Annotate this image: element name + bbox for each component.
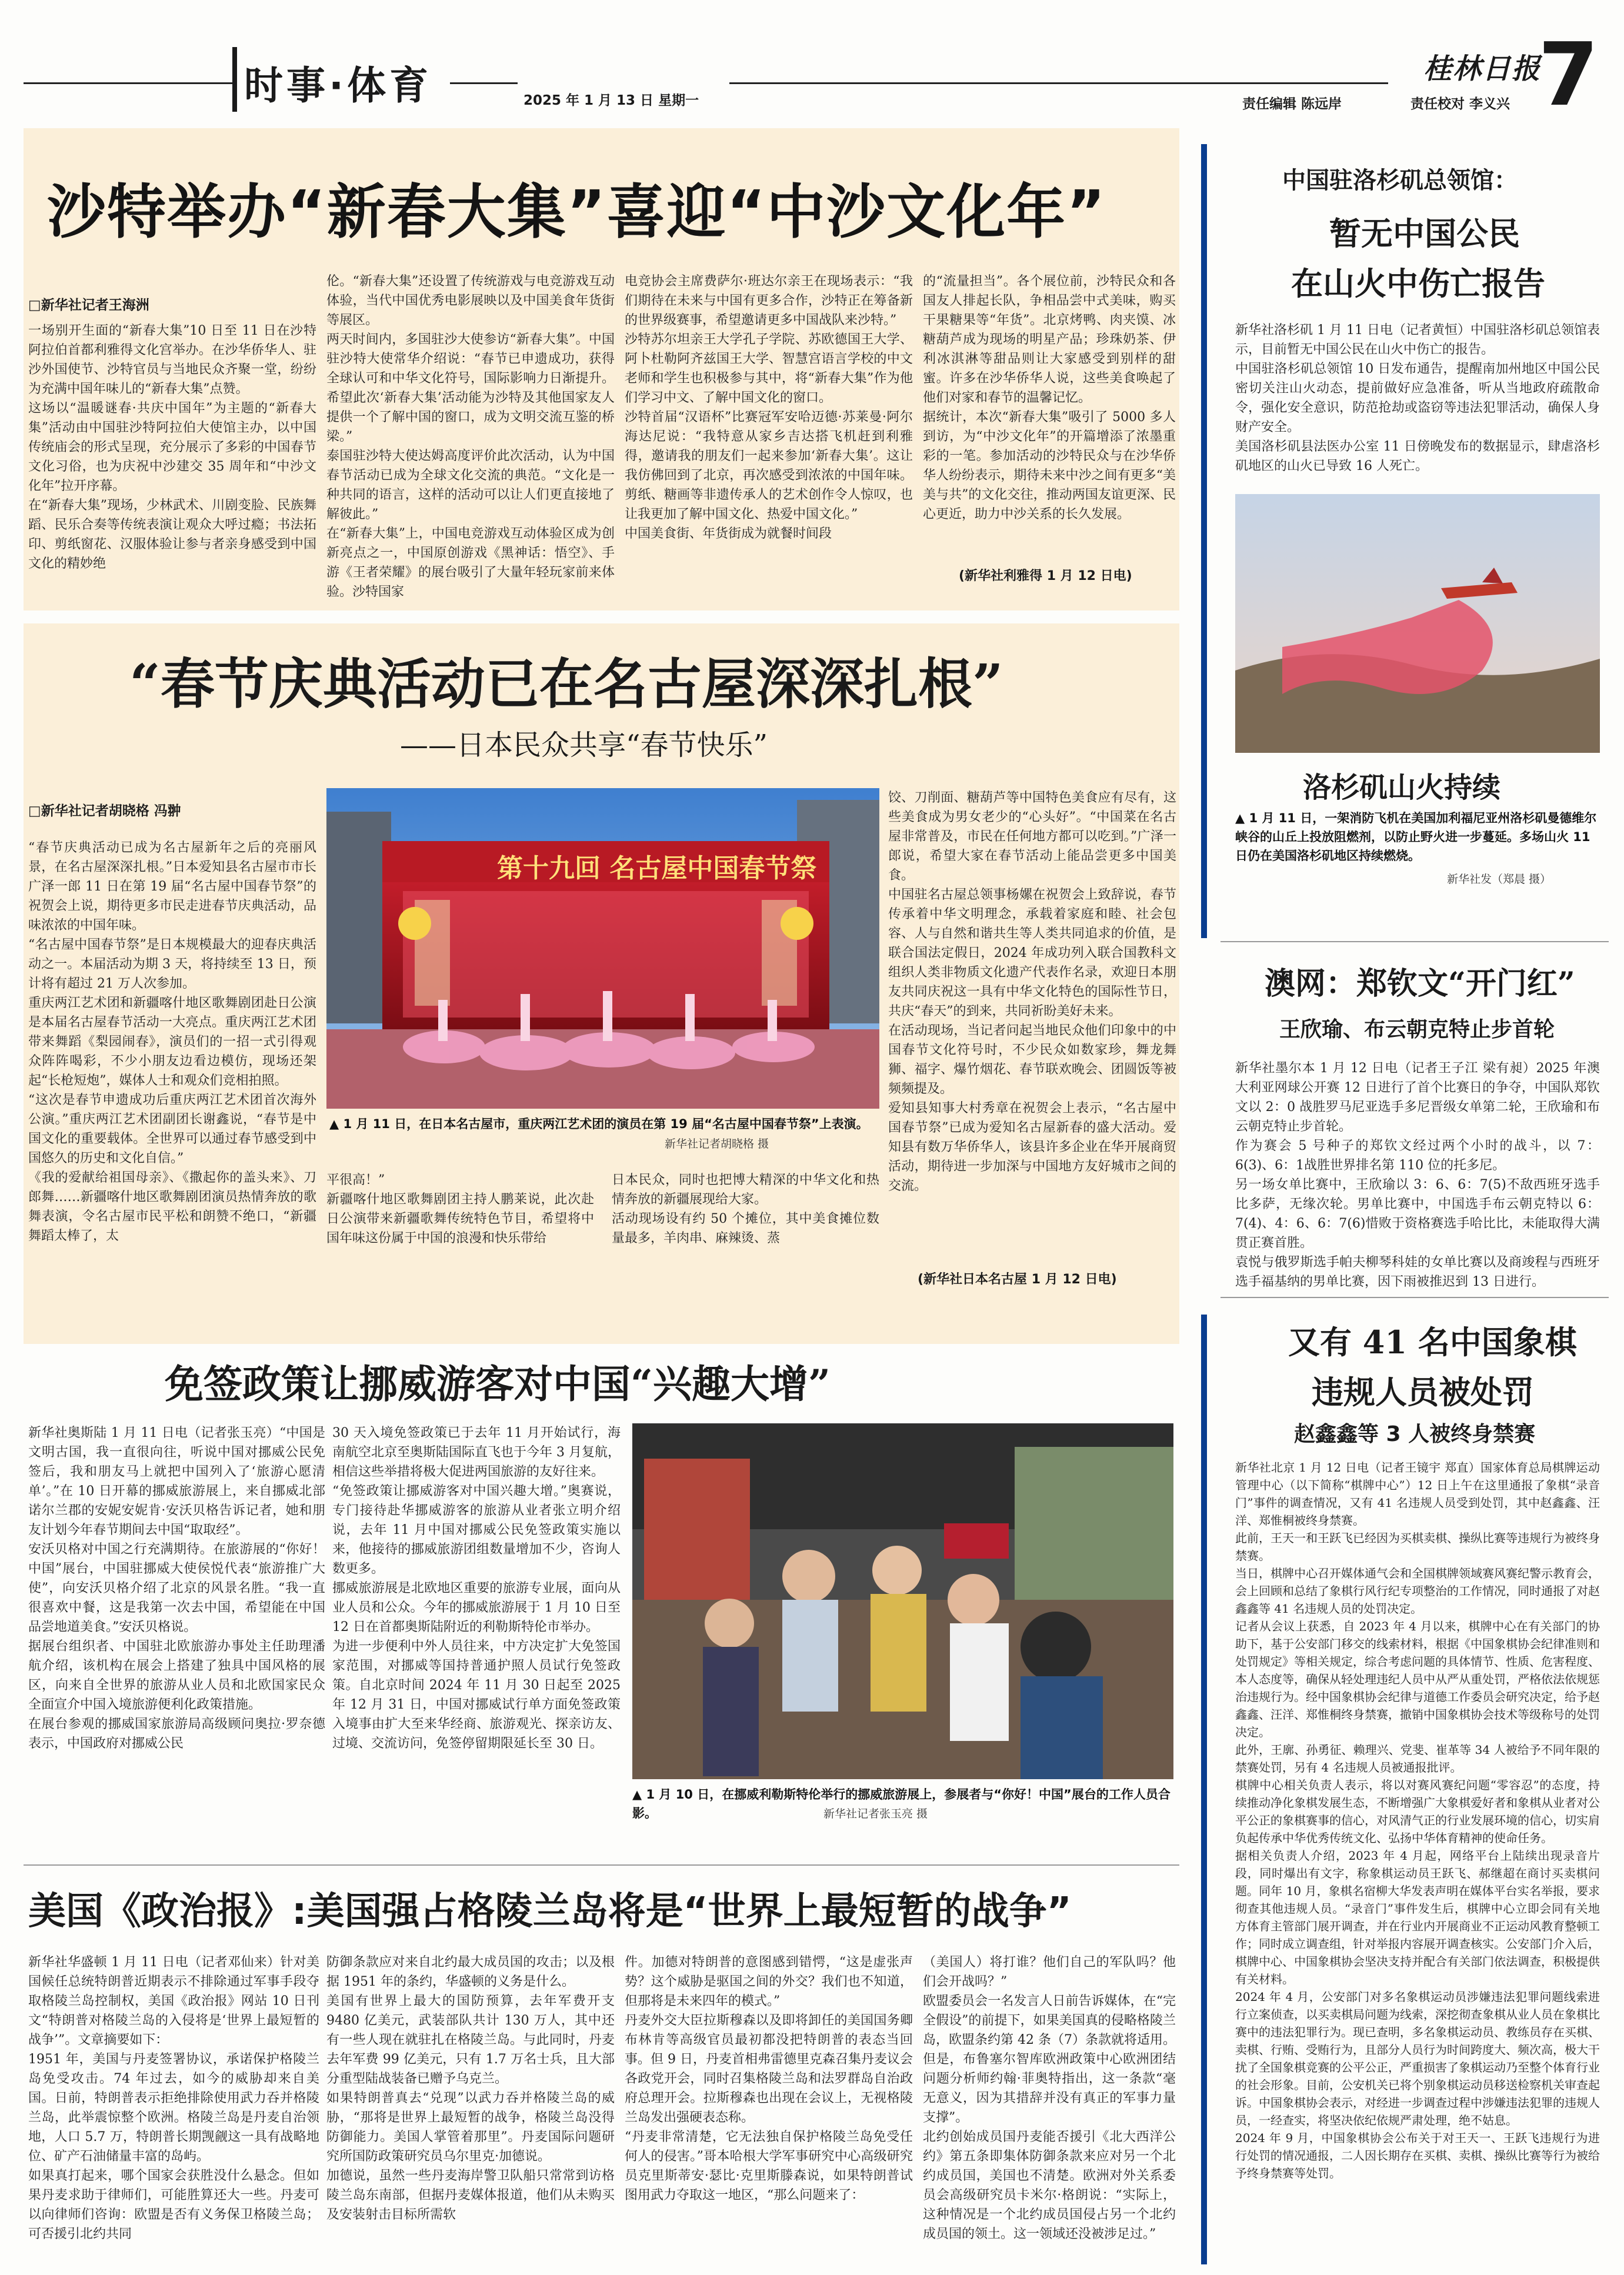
divider-right-2 xyxy=(1220,1297,1609,1298)
la-headline-line1: 暂无中国公民 xyxy=(1329,215,1520,252)
xiangqi-body: 新华社北京 1 月 12 日电（记者王镜宇 郑直）国家体育总局棋牌运动管理中心（以下简称“棋牌中心”）12 日上午在这里通报了象棋“录音门”事件的调查情况，又有 41 名违规人员受到处罚，其中赵鑫鑫、汪洋、郑惟桐被终身禁赛。 此前，王天一和王跃飞已经因为买棋卖棋、操纵比赛等违规行为被终身禁赛。 当日，棋牌中心召开媒体通气会和全国棋牌领域赛风赛纪警示教育会，会上回顾和总结了象棋行风行纪专项整治的工作情况，同时通报了对赵鑫鑫等 41 名违规人员的处罚决定。 记者从会议上获悉，自 2023 年 4 月以来，棋牌中心在有关部门的协助下，基于公安部门移交的线索材料，根据《中国象棋协会纪律准则和处罚规定》等相关规定，综合考虑问题的具体情节、性质、危害程度、本人态度等，确保从轻处理违纪人员中从严从重处罚，严格依法依规惩治违规行为。经中国象棋协会纪律与道德工作委员会研究决定，给予赵鑫鑫、汪洋、郑惟桐终身禁赛，撤销中国象棋协会技术等级称号的处罚决定。 此外，王廓、孙勇征、赖理兴、党斐、崔革等 34 人被给予不同年限的禁赛处罚，另有 4 名违规人员被通报批评。 棋牌中心相关负责人表示，将以对赛风赛纪问题“零容忍”的态度，持续推动净化象棋发展生态，不断增强广大象棋爱好者和象棋从业者对公平公正的象棋赛事的信心，对风清气正的行业发展环境的信心，切实肩负起传承中华优秀传统文化、弘扬中华体育精神的使命任务。 据相关负责人介绍，2023 年 4 月起，网络平台上陆续出现录音片段，同时爆出有文字，称象棋运动员王跃飞、郝继超在商讨买卖棋问题。同年 10 月，象棋名宿柳大华发表声明在媒体平台实名举报，要求彻查其他违规人员。“录音门”事件发生后，棋牌中心立即会同有关地方体育主管部门展开调查，并在行业内开展商业不正运动风教育整顿工作；同时成立调查组，针对举报内容展开调查核实。公安部门介入后，棋牌中心、中国象棋协会坚决支持并配合有关部门依法调查，积极提供有关材料。 2024 年 4 月，公安部门对多名象棋运动员涉嫌违法犯罪问题线索进行立案侦查，以买卖棋局问题为线索，深挖彻查象棋从业人员在象棋比赛中的违法犯罪行为。现已查明，多名象棋运动员、教练员存在买棋、卖棋、行贿、受贿行为，且部分人员行为时间跨度大、频次高，极大干扰了全国象棋竞赛的公平公正，严重损害了象棋运动乃至整个体育行业的社会形象。目前，公安机关已将个别象棋运动员移送检察机关审查起诉。中国象棋协会表示，对经进一步调查过程中涉嫌违法犯罪的违规人员，一经查实，将坚决依纪依规严肃处理，绝不姑息。 2024 年 9 月，中国象棋协会公布关于对王天一、王跃飞违规行为进行处罚的情况通报，二人因长期存在买棋、卖棋、操纵比赛等行为被给予终身禁赛等处罚。 xyxy=(1235,1460,1600,2180)
xiangqi-subhead: 赵鑫鑫等 3 人被终身禁赛 xyxy=(1294,1422,1536,1446)
norway-expo-photo xyxy=(632,1423,1173,1779)
la-photo-caption: ▲ 1 月 11 日，一架消防飞机在美国加利福尼亚州洛杉矶曼德维尔峡谷的山丘上投放阻燃剂，以防止野火进一步蔓延。多场山火 11 日仍在美国洛杉矶地区持续燃烧。 xyxy=(1235,811,1597,863)
la-body: 新华社洛杉矶 1 月 11 日电（记者黄恒）中国驻洛杉矶总领馆表示，目前暂无中国公民在山火中伤亡的报告。 中国驻洛杉矶总领馆 10 日发布通告，提醒南加州地区中国公民密切关注山火动态，提前做好应急准备，听从当地政府疏散命令，强化安全意识，防范抢劫或盗窃等违法犯罪活动，确保人身财产安全。 美国洛杉矶县法医办公室 11 日傍晚发布的数据显示，肆虐洛杉矶地区的山火已导致 16 人死亡。 xyxy=(1235,323,1600,473)
section-title: 时事·体育 xyxy=(244,63,432,108)
nagoya-stage-photo xyxy=(326,788,879,1109)
la-kicker: 中国驻洛杉矶总领馆： xyxy=(1282,167,1518,194)
article-greenland-col2: 防御条款应对来自北约最大成员国的攻击；以及根据 1951 年的条约，华盛顿的义务是什么。 美国有世界上最大的国防预算，去年军费开支 9480 亿美元，武装部队共计 130 万人，其中还有一些人现在就驻扎在格陵兰岛。与此同时，丹麦去年军费 99 亿美元，只有 1.7 万名士兵，且大部分重型陆战装备已赠予乌克兰。 如果特朗普真去“兑现”以武力吞并格陵兰岛的威胁，“那将是世界上最短暂的战争，格陵兰岛没得防御能力。美国人掌管着那里”。丹麦国际问题研究所国防政策研究员乌尔里克·加德说。 加德说，虽然一些丹麦海岸警卫队船只常常到访格陵兰岛东南部，但据丹麦媒体报道，他们从未购买及安装射击目标所需软 xyxy=(326,1955,615,2222)
article-nagoya-byline: □新华社记者胡晓格 冯翀 xyxy=(28,803,181,819)
divider-above-greenland xyxy=(24,1864,1179,1866)
nagoya-photo-credit: 新华社记者胡晓格 摄 xyxy=(665,1138,769,1150)
article-nagoya-col2: 平很高！” 新疆喀什地区歌舞剧团主持人鹏莱说，此次赴日公演带来新疆歌舞传统特色节目，希望将中国年味这份属于中国的浪漫和快乐带给 xyxy=(326,1173,594,1246)
article-nagoya-col1: “春节庆典活动已成为名古屋新年之后的亮丽风景，在名古屋深深扎根。”日本爱知县名古屋市市长广泽一郎 11 日在第 19 届“名古屋中国春节祭”的祝贺会上说，期待更多市民走进春节庆典活动，品味浓浓的中国年味。 “名古屋中国春节祭”是日本规模最大的迎春庆典活动之一。本届活动为期 3 天，将持续至 13 日，预计将有超过 21 万人次参加。 重庆两江艺术团和新疆喀什地区歌舞剧团赴日公演是本届名古屋春节活动一大亮点。重庆两江艺术团带来舞蹈《梨园闹春》，演员们的一招一式引得观众阵阵喝彩，不少小朋友边看边模仿，现场还架起“长枪短炮”，媒体人士和观众们竞相拍照。 “这次是春节申遗成功后重庆两江艺术团首次海外公演。”重庆两江艺术团副团长谢鑫说，“春节是中国文化的重要载体。全世界可以通过春节感受到中国悠久的历史和文化自信。” 《我的爱献给祖国母亲》、《撒起你的盖头来》、刀郎舞……新疆喀什地区歌舞剧团演员热情奔放的歌舞表演，令名古屋市民平松和朗赞不绝口，“新疆舞蹈太棒了，太 xyxy=(28,840,316,1243)
divider-right-1 xyxy=(1220,941,1609,942)
tennis-headline: 澳网：郑钦文“开门红” xyxy=(1265,966,1575,1002)
xiangqi-headline-line1: 又有 41 名中国象棋 xyxy=(1288,1323,1577,1361)
issue-date: 2025 年 1 月 13 日 星期一 xyxy=(523,93,699,108)
la-photo-title: 洛杉矶山火持续 xyxy=(1303,771,1501,804)
article-greenland-col1: 新华社华盛顿 1 月 11 日电（记者邓仙来）针对美国候任总统特朗普近期表示不排除通过军事手段夺取格陵兰岛控制权，美国《政治报》网站 10 日刊文“特朗普对格陵兰岛的入侵将是‘世界上最短暂的战争’”。文章摘要如下： 1951 年，美国与丹麦签署协议，承诺保护格陵兰岛免受攻击。74 年过去，如今的威胁却来自美国。日前，特朗普表示拒绝排除使用武力吞并格陵兰岛，此举震惊整个欧洲。格陵兰岛是丹麦自治领地，人口 5.7 万，特朗普长期觊觎这一具有战略地位、矿产石油储量丰富的岛屿。 如果真打起来，哪个国家会获胜没什么悬念。但如果丹麦求助于律师们，可能胜算还大一些。丹麦可以向律师们咨询：欧盟是否有义务保卫格陵兰岛；可否援引北约共同 xyxy=(28,1955,319,2241)
page-number: 7 xyxy=(1538,24,1599,125)
article-saudi-col2: 伦。“新春大集”还设置了传统游戏与电竞游戏互动体验，当代中国优秀电影展映以及中国美食年货街等展区。 两天时间内，多国驻沙大使参访“新春大集”。中国驻沙特大使常华介绍说：“春节已申遗成功，获得全球认可和中华文化符号，国际影响力日渐提升。希望此次‘新春大集’活动能为沙特及其他国家友人提供一个了解中国的窗口，成为文明交流互鉴的桥梁。” 泰国驻沙特大使达姆高度评价此次活动，认为中国春节活动已成为全球文化交流的典范。“文化是一种共同的语言，这样的活动可以让人们更直接地了解彼此。” 在“新春大集”上，中国电竞游戏互动体验区成为创新亮点之一，中国原创游戏《黑神话：悟空》、手游《王者荣耀》的展台吸引了大量年轻玩家前来体验。沙特国家 xyxy=(326,274,615,599)
article-greenland-col3: 件。加德对特朗普的意图感到错愕，“这是虚张声势？这个威胁是驱国之间的外交？我们也不知道，但那将是未来四年的模式。” 丹麦外交大臣拉斯穆森以及即将卸任的美国国务卿布林肯等高级官员最初都没把特朗普的表态当回事。但 9 日，丹麦首相弗雷德里克森召集丹麦议会各政党开会，同时召集格陵兰岛和法罗群岛自治政府总理开会。拉斯穆森也出现在会议上，无视格陵兰岛发出强硬表态称。 “丹麦非常清楚，它无法独自保护格陵兰岛免受任何人的侵害。”哥本哈根大学军事研究中心高级研究员克里斯蒂安·瑟比·克里斯滕森说，如果特朗普试图用武力夺取这一地区，“那么问题来了： xyxy=(625,1955,913,2203)
article-saudi-col1: 一场别开生面的“新春大集”10 日至 11 日在沙特阿拉伯首都利雅得文化宫举办。在沙华侨华人、驻沙外国使节、沙特官员与当地民众齐聚一堂，纷纷为充满中国年味儿的“新春大集”点赞。 这场以“温暖谜春·共庆中国年”为主题的“新春大集”活动由中国驻沙特阿拉伯大使馆主办，以中国传统庙会的形式呈现，充分展示了多彩的中国春节文化习俗，也为庆祝中沙建交 35 周年和“中沙文化年”拉开序幕。 在“新春大集”现场，少林武术、川剧变脸、民族舞蹈、民乐合奏等传统表演让观众大呼过瘾；书法拓印、剪纸窗花、汉服体验让参与者亲身感受到中国文化的精妙绝 xyxy=(28,323,316,571)
article-norway-col2: 30 天入境免签政策已于去年 11 月开始试行，海南航空北京至奥斯陆国际直飞也于今年 3 月复航，相信这些举措将极大促进两国旅游的友好往来。 “免签政策让挪威游客对中国兴趣大增。”奥赛说，专门接待赴华挪威游客的旅游从业者张立明介绍说，去年 11 月中国对挪威公民免签政策实施以来，他接待的挪威旅游团组数量增加不少，咨询人数更多。 挪威旅游展是北欧地区重要的旅游专业展，面向从业人员和公众。今年的挪威旅游展于 1 月 10 日至 12 日在首都奥斯陆附近的利勒斯特伦市举办。 为进一步便利中外人员往来，中方决定扩大免签国家范围，对挪威等国持普通护照人员试行免签政策。自北京时间 2024 年 11 月 30 日起至 2025 年 12 月 31 日，中国对挪威试行单方面免签政策入境事由扩大至来华经商、旅游观光、探亲访友、过境、交流访问，免签停留期限延长至 30 日。 xyxy=(332,1426,621,1751)
article-nagoya-subhead: ——日本民众共享“春节快乐” xyxy=(400,729,768,762)
tennis-subhead: 王欣瑜、布云朝克特止步首轮 xyxy=(1279,1018,1555,1042)
section-marker xyxy=(232,47,237,112)
xiangqi-headline-line2: 违规人员被处罚 xyxy=(1312,1373,1534,1411)
article-nagoya-col4: 饺、刀削面、糖葫芦等中国特色美食应有尽有，这些美食成为男女老少的“心头好”。“中国菜在名古屋非常普及，市民在任何地方都可以吃到。”广泽一郎说，希望大家在春节活动上能品尝更多中国美食。 中国驻名古屋总领事杨嫘在祝贺会上致辞说，春节传承着中华文明理念，承载着家庭和睦、社会包容、人与自然和谐共生等人类共同追求的价值，是联合国法定假日，2024 年成功列入联合国教科文组织人类非物质文化遗产代表作名录，欢迎日本朋友共同庆祝这一具有中华文化特色的国际性节日，共庆“春天”的到来，共同祈盼美好未来。 在活动现场，当记者问起当地民众他们印象中的中国春节文化符号时，不少民众如数家珍，舞龙舞狮、福字、爆竹烟花、春节联欢晚会、团圆饭等被频频提及。 爱知县知事大村秀章在祝贺会上表示，“名古屋中国春节祭”已成为爱知名古屋新春的盛大活动。爱知县有数万华侨华人，该县许多企业在华开展商贸活动，期待进一步加深与中国地方友好城市之间的交流。 xyxy=(888,790,1176,1193)
nagoya-banner-text: 第十九回 名古屋中国春节祭 xyxy=(497,853,817,883)
article-saudi-byline: □新华社记者王海洲 xyxy=(28,298,149,313)
nagoya-photo-caption: ▲ 1 月 11 日，在日本名古屋市，重庆两江艺术团的演员在第 19 届“名古屋中国春节祭”上表演。 xyxy=(329,1117,869,1131)
masthead-mid-rule xyxy=(450,82,518,84)
article-greenland-headline: 美国《政治报》:美国强占格陵兰岛将是“世界上最短暂的战争” xyxy=(28,1890,1072,1933)
article-nagoya-headline: “春节庆典活动已在名古屋深深扎根” xyxy=(129,652,1003,716)
right-accent-bar-top xyxy=(1201,144,1207,938)
article-nagoya-dateline: (新华社日本名古屋 1 月 12 日电) xyxy=(918,1272,1117,1287)
editor-credit: 责任编辑 陈远岸 xyxy=(1242,96,1342,112)
la-photo-credit: 新华社发（郑晨 摄） xyxy=(1447,873,1552,886)
paper-logo: 桂林日报 xyxy=(1423,52,1542,85)
right-accent-bar-bottom xyxy=(1201,1315,1207,2264)
norway-photo-credit: 新华社记者张玉亮 摄 xyxy=(823,1807,928,1820)
norway-photo-caption: ▲ 1 月 10 日，在挪威利勒斯特伦举行的挪威旅游展上，参展者与“你好！中国”展台的工作人员合影。 xyxy=(632,1787,1171,1820)
masthead-right-rule xyxy=(729,82,1388,84)
proofreader-credit: 责任校对 李义兴 xyxy=(1410,96,1510,112)
article-saudi-headline: 沙特举办“新春大集”喜迎“中沙文化年” xyxy=(47,178,1106,246)
article-nagoya-col3: 日本民众，同时也把博大精深的中华文化和热情奔放的新疆展现给大家。 活动现场设有约 50 个摊位，其中美食摊位数量最多，羊肉串、麻辣烫、蒸 xyxy=(612,1173,879,1246)
article-norway-headline: 免签政策让挪威游客对中国“兴趣大增” xyxy=(165,1361,831,1407)
la-fire-photo xyxy=(1235,494,1600,753)
la-headline-line2: 在山火中伤亡报告 xyxy=(1291,265,1545,302)
article-norway-col1: 新华社奥斯陆 1 月 11 日电（记者张玉亮）“中国是文明古国，我一直很向往，听说中国对挪威公民免签后，我和朋友马上就把中国列入了‘旅游心愿清单’。”在 10 日开幕的挪威旅游展上，来自挪威北部诺尔兰郡的安妮安妮肯·安沃贝格告诉记者，她和朋友计划今年春节期间去中国“取取经”。 安沃贝格对中国之行充满期待。在旅游展的“你好！中国”展台，中国驻挪威大使侯悦代表“旅游推广大使”，向安沃贝格介绍了北京的风景名胜。“我一直很喜欢中餐，这是我第一次去中国，希望能在中国品尝地道美食。”安沃贝格说。 据展台组织者、中国驻北欧旅游办事处主任助理潘航介绍，该机构在展会上搭建了独具中国风格的展区，向来自全世界的旅游从业人员和北欧国家民众全面宣介中国入境旅游便利化政策措施。 在展台参观的挪威国家旅游局高级顾问奥拉·罗奈德表示，中国政府对挪威公民 xyxy=(28,1426,325,1751)
article-saudi-col4: 的“流量担当”。各个展位前，沙特民众和各国友人排起长队，争相品尝中式美味，购买干果糖果等“年货”。北京烤鸭、肉夹馍、冰糖葫芦成为现场的明星产品；珍珠奶茶、伊利冰淇淋等甜品则让大家感受到别样的甜蜜。许多在沙华侨华人说，这些美食唤起了他们对家和春节的温馨记忆。 据统计，本次“新春大集”吸引了 5000 多人到访，为“中沙文化年”的开篇增添了浓墨重彩的一笔。参加活动的沙特民众与在沙华侨华人纷纷表示，期待未来中沙之间有更多“美美与共”的文化交往，推动两国友谊更深、民心更近，助力中沙关系的长久发展。 xyxy=(923,274,1176,522)
tennis-body: 新华社墨尔本 1 月 12 日电（记者王子江 梁有昶）2025 年澳大利亚网球公开赛 12 日进行了首个比赛日的争夺，中国队郑钦文以 2：0 战胜罗马尼亚选手多尼晋级女单第二轮，王欣瑜和布云朝克特止步首轮。 作为赛会 5 号种子的郑钦文经过两个小时的战斗，以 7：6(3)、6：1战胜世界排名第 110 位的托多尼。 另一场女单比赛中，王欣瑜以 3：6、6：7(5)不敌西班牙选手比多萨，无缘次轮。男单比赛中，中国选手布云朝克特以 6：7(4)、4：6、6：7(6)惜败于资格赛选手哈比比，未能取得大满贯正赛首胜。 袁悦与俄罗斯选手帕夫柳琴科娃的女单比赛以及商竣程与西班牙选手福基纳的男单比赛，因下雨被推迟到 13 日进行。 xyxy=(1235,1061,1600,1289)
article-greenland-col4: （美国人）将打谁？他们自己的军队吗？他们会开战吗？” 欧盟委员会一名发言人日前告诉媒体，在“完全假设”的前提下，如果美国真的侵略格陵兰岛，欧盟条约第 42 条（7）条款就将适用。但是，布鲁塞尔智库欧洲政策中心欧洲团结问题分析师约翰·菲奥特指出，这一条款“毫无意义，因为其措辞并没有真正的军事力量支撑”。 北约创始成员国丹麦能否援引《北大西洋公约》第五条即集体防御条款来应对另一个北约成员国，美国也不清楚。欧洲对外关系委员会高级研究员卡米尔·格朗说：“实际上，这种情况是一个北约成员国侵占另一个北约成员国的领土。这一领域还没被涉足过。” xyxy=(923,1955,1176,2241)
masthead-left-rule xyxy=(24,82,232,84)
article-saudi-col3: 电竞协会主席费萨尔·班达尔亲王在现场表示：“我们期待在未来与中国有更多合作，沙特正在筹备新的世界级赛事，希望邀请更多中国战队来沙特。” 沙特苏尔坦亲王大学孔子学院、苏欧德国王大学、阿卜杜勒阿齐兹国王大学、智慧宫语言学校的中文老师和学生也积极参与其中，将“新春大集”作为他们学习中文、了解中国文化的窗口。 沙特首届“汉语杯”比赛冠军安哈迈德·苏莱曼·阿尔海达尼说：“我特意从家乡吉达搭飞机赶到利雅得，邀请我的朋友们一起来参加‘新春大集’。这让我仿佛回到了北京，再次感受到浓浓的中国年味。剪纸、糖画等非遗传承人的艺术创作令人惊叹，也让我更加了解中国文化、热爱中国文化。” 中国美食街、年货街成为就餐时间段 xyxy=(625,274,913,541)
article-saudi-dateline: (新华社利雅得 1 月 12 日电) xyxy=(959,569,1132,583)
